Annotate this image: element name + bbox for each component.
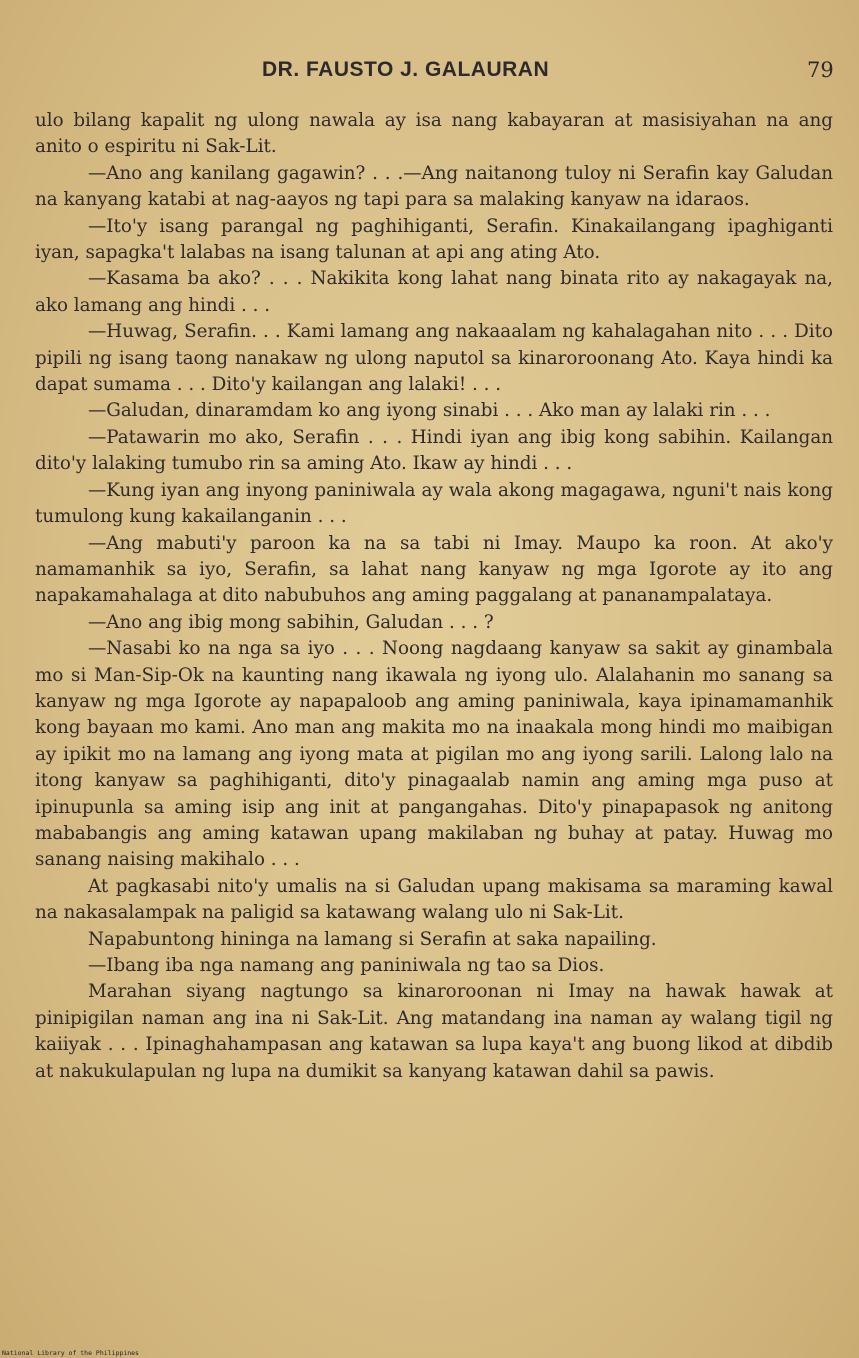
page-header xyxy=(0,58,859,90)
paragraph: —Ano ang ibig mong sabihin, Galudan . . . ? xyxy=(88,611,494,633)
paragraph: —Ito'y isang parangal ng paghihiganti, Serafin. Kinakailangang ipaghiganti iyan, sapagka't lalabas na isang talunan at api ang ating Ato. xyxy=(35,215,833,264)
paragraph: —Ano ang kanilang gagawin? . . .—Ang naitanong tuloy ni Serafin kay Galudan na kanyang katabi at nag-aayos ng tapi para sa malaking kanyaw na idaraos. xyxy=(35,162,833,211)
paragraph: —Galudan, dinaramdam ko ang iyong sinabi . . . Ako man ay lalaki rin . . . xyxy=(88,400,771,422)
paragraph: At pagkasabi nito'y umalis na si Galudan upang makisama sa maraming kawal na nakasalampak na paligid sa katawang walang ulo ni Sak-Lit. xyxy=(35,875,833,924)
paragraph: —Huwag, Serafin. . . Kami lamang ang nakaaalam ng kahalagahan nito . . . Dito pipili ng isang taong nanakaw ng ulong naputol sa kinaroroonang Ato. Kaya hindi ka dapat sumama . . . Dito'y kailangan ang lalaki! . . . xyxy=(35,321,833,396)
paragraph: ulo bilang kapalit ng ulong nawala ay isa nang kabayaran at masisiyahan na ang anito o espiritu ni Sak-Lit. xyxy=(35,110,833,158)
body-text xyxy=(35,108,833,1085)
paragraph: —Ang mabuti'y paroon ka na sa tabi ni Imay. Maupo ka roon. At ako'y namamanhik sa iyo, Serafin, sa lahat nang kanyaw ng mga Igorote ay ito ang napakamahalaga at dito nabubuhos ang aming paggalang at pananampalataya. xyxy=(35,532,833,607)
paragraph: Marahan siyang nagtungo sa kinaroroonan ni Imay na hawak hawak at pinipigilan naman ang ina ni Sak-Lit. Ang matandang ina naman ay walang tigil ng kaiiyak . . . Ipinaghahampasan ang katawan sa lupa kaya't ang buong likod at dibdib at nakukulapulan ng lupa na dumikit sa kanyang katawan dahil sa pawis. xyxy=(35,981,833,1082)
paragraph: —Ibang iba nga namang ang paniniwala ng tao sa Dios. xyxy=(88,955,605,976)
paragraph: Napabuntong hininga na lamang si Serafin at saka napailing. xyxy=(88,928,657,950)
paragraph: —Kasama ba ako? . . . Nakikita kong lahat nang binata rito ay nakagayak na, ako lamang ang hindi . . . xyxy=(35,268,833,316)
paragraph: —Kung iyan ang inyong paniniwala ay wala akong magagawa, nguni't nais kong tumulong kung kakailanganin . . . xyxy=(35,479,833,528)
page-number: 79 xyxy=(807,58,834,82)
library-credit: National Library of the Philippines xyxy=(2,1349,139,1357)
paragraph: —Patawarin mo ako, Serafin . . . Hindi iyan ang ibig kong sabihin. Kailangan dito'y lalaking tumubo rin sa aming Ato. Ikaw ay hindi . . . xyxy=(35,426,833,475)
running-head: DR. FAUSTO J. GALAURAN xyxy=(262,58,550,81)
paragraph: —Nasabi ko na nga sa iyo . . . Noong nagdaang kanyaw sa sakit ay ginambala mo si Man-Sip-Ok na kaunting nang ikawala ng iyong ulo. Alalahanin mo sanang sa kanyaw ng mga Igorote ay napapaloob ang aming paniniwala, kaya ipinamamanhik kong bayaan mo kami. Ano man ang makita mo na inaakala mong hindi mo maibigan ay ipikit mo na lamang ang iyong mata at pigilan mo ang iyong sarili. Lalong lalo na itong kanyaw sa paghihiganti, dito'y pinagaalab namin ang aming mga puso at ipinupunla sa aming isip ang init at pangangahas. Dito'y pinapapasok ng anitong mababangis ang aming katawan upang makilaban ng buhay at patay. Huwag mo sanang naising makihalo . . . xyxy=(35,638,833,871)
